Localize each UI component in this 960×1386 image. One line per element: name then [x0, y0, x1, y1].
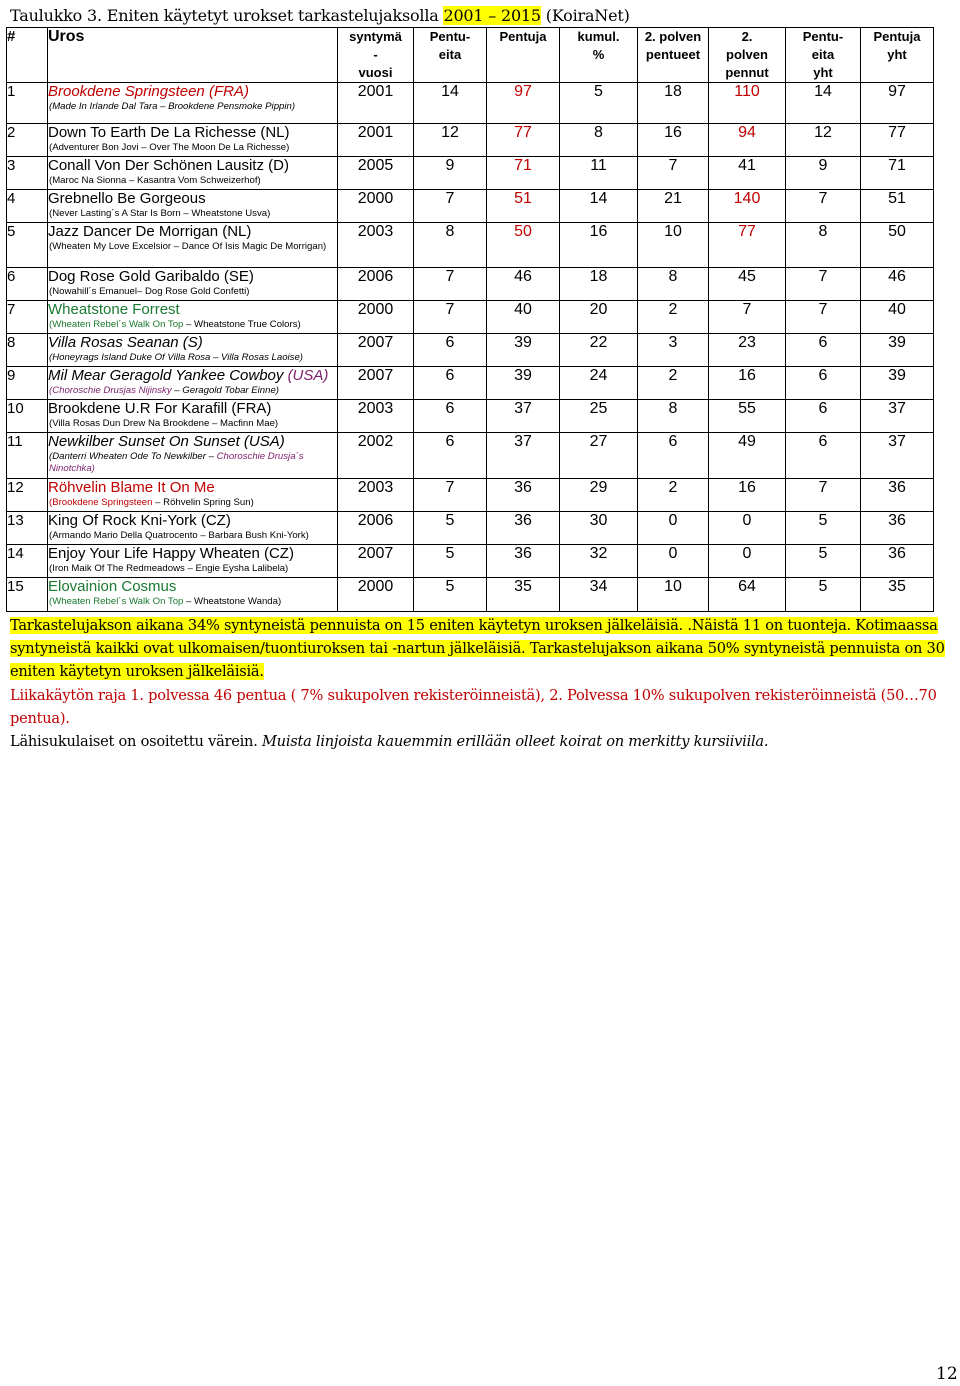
pups-cell: 37	[487, 400, 560, 433]
g2-pups-cell: 23	[709, 334, 786, 367]
sire-parents: (Wheaten Rebel´s Walk On Top – Wheatstone Wanda)	[49, 596, 282, 607]
rank-cell: 12	[7, 479, 48, 512]
sire-name: Röhvelin Blame It On Me	[48, 479, 215, 496]
rank-cell: 3	[7, 157, 48, 190]
pups-total-cell: 36	[861, 545, 934, 578]
litters-total-cell: 6	[786, 400, 861, 433]
birth-year-cell: 2006	[338, 512, 414, 545]
g2-litters-cell: 16	[638, 124, 709, 157]
pups-cell: 46	[487, 268, 560, 301]
litters-total-cell: 9	[786, 157, 861, 190]
litters-total-cell: 5	[786, 545, 861, 578]
cumulative-cell: 18	[560, 268, 638, 301]
pups-total-cell: 37	[861, 400, 934, 433]
sire-name: Wheatstone Forrest	[48, 301, 180, 318]
note-legend: Lähisukulaiset on osoitettu värein. Muista linjoista kauemmin erillään olleet koirat on merkitty kursiiviila.	[10, 733, 769, 751]
birth-year-cell: 2000	[338, 190, 414, 223]
pups-cell: 77	[487, 124, 560, 157]
sire-cell	[48, 578, 338, 612]
rank-cell: 5	[7, 223, 48, 268]
sire-parents: (Maroc Na Sionna – Kasantra Vom Schweizerhof)	[49, 175, 261, 186]
rank-cell: 9	[7, 367, 48, 400]
cumulative-cell: 25	[560, 400, 638, 433]
col-pups-header: Pentuja	[487, 28, 560, 83]
litters-total-cell: 6	[786, 334, 861, 367]
sire-cell	[48, 157, 338, 190]
sire-parents: (Villa Rosas Dun Drew Na Brookdene – Macfinn Mae)	[49, 418, 279, 429]
table-row	[7, 545, 934, 578]
litters-total-cell: 6	[786, 433, 861, 479]
table-row	[7, 124, 934, 157]
col-litters-total-header: Pentu- eita yht	[786, 28, 861, 83]
sire-parents: (Nowahill´s Emanuel– Dog Rose Gold Confetti)	[49, 286, 250, 297]
col-sire-header: Uros	[48, 28, 338, 83]
g2-litters-cell: 7	[638, 157, 709, 190]
pups-cell: 37	[487, 433, 560, 479]
rank-cell: 7	[7, 301, 48, 334]
rank-cell: 1	[7, 83, 48, 124]
table-row	[7, 190, 934, 223]
sire-name: Jazz Dancer De Morrigan (NL)	[48, 223, 252, 240]
sire-parents: (Never Lasting´s A Star Is Born – Wheatstone Usva)	[49, 208, 271, 219]
table-row	[7, 301, 934, 334]
col-rank-header: #	[7, 28, 48, 83]
g2-pups-cell: 55	[709, 400, 786, 433]
litters-cell: 7	[414, 190, 487, 223]
g2-litters-cell: 2	[638, 301, 709, 334]
pups-cell: 36	[487, 512, 560, 545]
g2-pups-cell: 41	[709, 157, 786, 190]
sire-name: Mil Mear Geragold Yankee Cowboy (USA)	[48, 367, 329, 384]
sire-cell	[48, 190, 338, 223]
sire-parents: (Wheaten My Love Excelsior – Dance Of Isis Magic De Morrigan)	[49, 241, 327, 252]
litters-total-cell: 6	[786, 367, 861, 400]
table-row	[7, 578, 934, 612]
sire-name: Brookdene U.R For Karafill (FRA)	[48, 400, 272, 417]
pups-total-cell: 77	[861, 124, 934, 157]
notes	[10, 614, 955, 753]
litters-cell: 5	[414, 578, 487, 612]
birth-year-cell: 2003	[338, 223, 414, 268]
sire-cell	[48, 83, 338, 124]
sire-cell	[48, 545, 338, 578]
table-row	[7, 400, 934, 433]
g2-litters-cell: 2	[638, 367, 709, 400]
pups-total-cell: 39	[861, 334, 934, 367]
birth-year-cell: 2001	[338, 83, 414, 124]
g2-pups-cell: 94	[709, 124, 786, 157]
sire-name: Down To Earth De La Richesse (NL)	[48, 124, 290, 141]
sire-cell	[48, 367, 338, 400]
sire-cell	[48, 479, 338, 512]
litters-cell: 6	[414, 433, 487, 479]
sire-parents: (Brookdene Springsteen – Röhvelin Spring Sun)	[49, 497, 254, 508]
cumulative-cell: 11	[560, 157, 638, 190]
g2-pups-cell: 7	[709, 301, 786, 334]
sire-parents: (Adventurer Bon Jovi – Over The Moon De La Richesse)	[49, 142, 290, 153]
cumulative-cell: 32	[560, 545, 638, 578]
litters-cell: 7	[414, 301, 487, 334]
birth-year-cell: 2003	[338, 400, 414, 433]
g2-litters-cell: 3	[638, 334, 709, 367]
col-g2-litters-header: 2. polven pentueet	[638, 28, 709, 83]
pups-cell: 40	[487, 301, 560, 334]
pups-cell: 36	[487, 545, 560, 578]
litters-total-cell: 7	[786, 190, 861, 223]
pups-total-cell: 37	[861, 433, 934, 479]
pups-cell: 51	[487, 190, 560, 223]
rank-cell: 13	[7, 512, 48, 545]
pups-cell: 39	[487, 367, 560, 400]
g2-litters-cell: 21	[638, 190, 709, 223]
rank-cell: 10	[7, 400, 48, 433]
pups-cell: 50	[487, 223, 560, 268]
birth-year-cell: 2005	[338, 157, 414, 190]
birth-year-cell: 2006	[338, 268, 414, 301]
g2-pups-cell: 16	[709, 367, 786, 400]
cumulative-cell: 27	[560, 433, 638, 479]
cumulative-cell: 30	[560, 512, 638, 545]
pups-total-cell: 35	[861, 578, 934, 612]
pups-total-cell: 97	[861, 83, 934, 124]
pups-cell: 35	[487, 578, 560, 612]
pups-total-cell: 71	[861, 157, 934, 190]
sire-name: Enjoy Your Life Happy Wheaten (CZ)	[48, 545, 294, 562]
table-row	[7, 479, 934, 512]
sire-parents: (Wheaten Rebel´s Walk On Top – Wheatstone True Colors)	[49, 319, 301, 330]
sire-name: Elovainion Cosmus	[48, 578, 177, 595]
litters-cell: 5	[414, 512, 487, 545]
litters-total-cell: 5	[786, 578, 861, 612]
cumulative-cell: 16	[560, 223, 638, 268]
rank-cell: 4	[7, 190, 48, 223]
sire-cell	[48, 223, 338, 268]
sire-cell	[48, 124, 338, 157]
pups-total-cell: 46	[861, 268, 934, 301]
cumulative-cell: 5	[560, 83, 638, 124]
sire-name: Conall Von Der Schönen Lausitz (D)	[48, 157, 289, 174]
g2-litters-cell: 8	[638, 268, 709, 301]
pups-total-cell: 51	[861, 190, 934, 223]
pups-total-cell: 36	[861, 479, 934, 512]
caption-suffix: (KoiraNet)	[540, 6, 630, 25]
litters-cell: 12	[414, 124, 487, 157]
litters-cell: 6	[414, 400, 487, 433]
cumulative-cell: 22	[560, 334, 638, 367]
sire-cell	[48, 268, 338, 301]
g2-litters-cell: 2	[638, 479, 709, 512]
pups-cell: 39	[487, 334, 560, 367]
litters-cell: 9	[414, 157, 487, 190]
note-overuse-limit: Liikakäytön raja 1. polvessa 46 pentua ( 7% sukupolven rekisteröinneistä), 2. Polvessa 10% sukupolven rekisteröinneistä (50…70 pentua).	[10, 686, 937, 727]
note-summary: Tarkastelujakson aikana 34% syntyneistä pennuista on 15 eniten käytetyn uroksen jälkeläisiä. .Näistä 11 on tuonteja. Kotimaassa syntyneistä kaikki ovat ulkomaisen/tuontiuroksen tai -nartun jälkeläisiä. Tarkastelujakson aikana 50% syntyneistä pennuista on 30 eniten käytetyn uroksen jälkeläisiä.	[10, 617, 945, 681]
col-cumulative-header: kumul. %	[560, 28, 638, 83]
litters-total-cell: 14	[786, 83, 861, 124]
table-caption	[10, 6, 630, 25]
col-birth-year-header: syntymä - vuosi	[338, 28, 414, 83]
pups-total-cell: 50	[861, 223, 934, 268]
litters-cell: 6	[414, 334, 487, 367]
pups-total-cell: 40	[861, 301, 934, 334]
rank-cell: 2	[7, 124, 48, 157]
table-row	[7, 157, 934, 190]
sire-parents: (Made In Irlande Dal Tara – Brookdene Pensmoke Pippin)	[49, 101, 296, 112]
table-row	[7, 223, 934, 268]
g2-litters-cell: 10	[638, 578, 709, 612]
g2-pups-cell: 140	[709, 190, 786, 223]
sire-name: Dog Rose Gold Garibaldo (SE)	[48, 268, 254, 285]
sire-name: Newkilber Sunset On Sunset (USA)	[48, 433, 285, 450]
sire-parents: (Iron Maik Of The Redmeadows – Engie Eysha Lalibela)	[49, 563, 289, 574]
table-row	[7, 367, 934, 400]
litters-cell: 6	[414, 367, 487, 400]
litters-total-cell: 7	[786, 301, 861, 334]
litters-cell: 8	[414, 223, 487, 268]
birth-year-cell: 2002	[338, 433, 414, 479]
birth-year-cell: 2000	[338, 301, 414, 334]
col-pups-total-header: Pentuja yht	[861, 28, 934, 83]
litters-cell: 5	[414, 545, 487, 578]
birth-year-cell: 2007	[338, 367, 414, 400]
cumulative-cell: 29	[560, 479, 638, 512]
litters-total-cell: 7	[786, 268, 861, 301]
litters-total-cell: 7	[786, 479, 861, 512]
rank-cell: 8	[7, 334, 48, 367]
table-row	[7, 512, 934, 545]
table-row	[7, 83, 934, 124]
cumulative-cell: 14	[560, 190, 638, 223]
rank-cell: 11	[7, 433, 48, 479]
litters-total-cell: 5	[786, 512, 861, 545]
g2-litters-cell: 0	[638, 512, 709, 545]
birth-year-cell: 2007	[338, 334, 414, 367]
table-row	[7, 433, 934, 479]
sire-parents: (Choroschie Drusjas Nijinsky – Geragold Tobar Einne)	[49, 385, 280, 396]
sire-name: Villa Rosas Seanan (S)	[48, 334, 203, 351]
caption-years: 2001 – 2015	[443, 6, 541, 25]
col-litters-header: Pentu- eita	[414, 28, 487, 83]
cumulative-cell: 20	[560, 301, 638, 334]
sire-name: Grebnello Be Gorgeous	[48, 190, 206, 207]
g2-litters-cell: 10	[638, 223, 709, 268]
pups-total-cell: 39	[861, 367, 934, 400]
sire-name: Brookdene Springsteen (FRA)	[48, 83, 249, 100]
birth-year-cell: 2000	[338, 578, 414, 612]
sire-parents: (Armando Mario Della Quatrocento – Barbara Bush Kni-York)	[49, 530, 309, 541]
litters-total-cell: 8	[786, 223, 861, 268]
g2-litters-cell: 0	[638, 545, 709, 578]
cumulative-cell: 8	[560, 124, 638, 157]
sire-cell	[48, 301, 338, 334]
birth-year-cell: 2003	[338, 479, 414, 512]
birth-year-cell: 2001	[338, 124, 414, 157]
col-g2-pups-header: 2. polven pennut	[709, 28, 786, 83]
sire-cell	[48, 433, 338, 479]
header-row	[7, 28, 934, 83]
g2-litters-cell: 6	[638, 433, 709, 479]
g2-pups-cell: 45	[709, 268, 786, 301]
g2-pups-cell: 16	[709, 479, 786, 512]
sire-cell	[48, 334, 338, 367]
litters-cell: 7	[414, 268, 487, 301]
table-row	[7, 334, 934, 367]
litters-cell: 14	[414, 83, 487, 124]
page-number: 12	[936, 1364, 958, 1384]
sire-table	[6, 27, 934, 612]
g2-litters-cell: 8	[638, 400, 709, 433]
g2-pups-cell: 0	[709, 545, 786, 578]
g2-pups-cell: 110	[709, 83, 786, 124]
pups-total-cell: 36	[861, 512, 934, 545]
litters-cell: 7	[414, 479, 487, 512]
pups-cell: 97	[487, 83, 560, 124]
pups-cell: 36	[487, 479, 560, 512]
pups-cell: 71	[487, 157, 560, 190]
rank-cell: 15	[7, 578, 48, 612]
g2-pups-cell: 77	[709, 223, 786, 268]
rank-cell: 6	[7, 268, 48, 301]
cumulative-cell: 24	[560, 367, 638, 400]
caption-prefix: Taulukko 3. Eniten käytetyt urokset tarkastelujaksolla	[10, 6, 444, 25]
birth-year-cell: 2007	[338, 545, 414, 578]
litters-total-cell: 12	[786, 124, 861, 157]
sire-parents: (Danterri Wheaten Ode To Newkilber – Choroschie Drusja´s Ninotchka)	[49, 451, 304, 474]
g2-pups-cell: 64	[709, 578, 786, 612]
table-row	[7, 268, 934, 301]
g2-litters-cell: 18	[638, 83, 709, 124]
sire-cell	[48, 400, 338, 433]
cumulative-cell: 34	[560, 578, 638, 612]
g2-pups-cell: 49	[709, 433, 786, 479]
sire-cell	[48, 512, 338, 545]
sire-parents: (Honeyrags Island Duke Of Villa Rosa – Villa Rosas Laoise)	[49, 352, 304, 363]
rank-cell: 14	[7, 545, 48, 578]
g2-pups-cell: 0	[709, 512, 786, 545]
sire-name: King Of Rock Kni-York (CZ)	[48, 512, 231, 529]
